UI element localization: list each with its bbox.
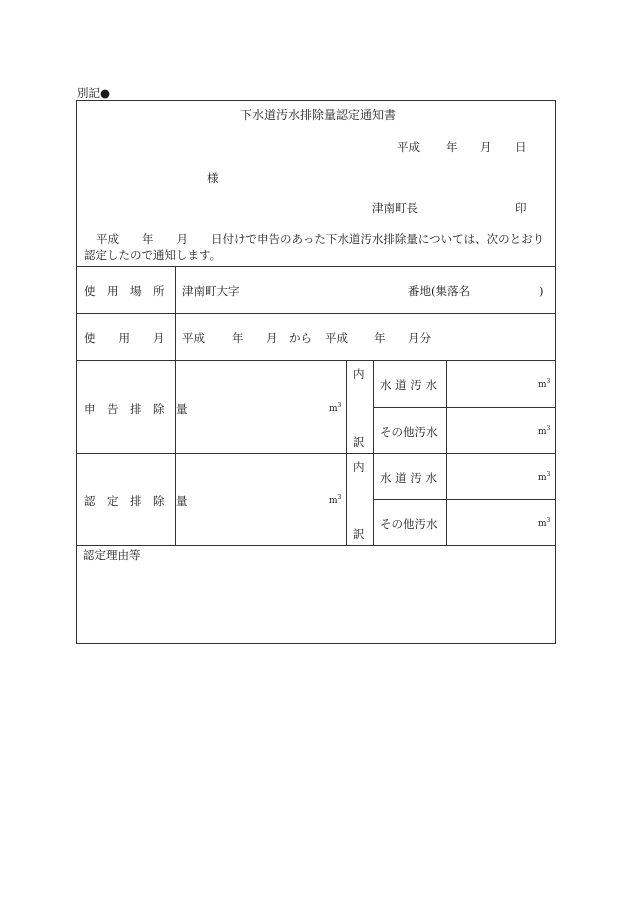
notice-paragraph	[84, 232, 550, 263]
declared-water-sewage-unit: $m^3$	[538, 378, 551, 390]
date-day: 日	[515, 140, 527, 154]
divider	[76, 313, 556, 314]
certified-water-sewage-unit: $m^3$	[538, 471, 551, 483]
period-month-end: 月分	[408, 331, 431, 345]
declared-breakdown-top: 内	[353, 367, 365, 381]
certified-water-sewage-label: 水 道 汚 水	[380, 471, 437, 485]
divider	[446, 360, 447, 545]
period-month-start: 月	[266, 331, 278, 345]
issuer-name: 津南町長	[372, 201, 418, 215]
form-frame	[76, 100, 556, 644]
addressee-suffix: 様	[207, 171, 219, 185]
date-year: 年	[446, 140, 458, 154]
declared-other-sewage-unit: $m^3$	[538, 425, 551, 437]
seal-mark: 印	[515, 201, 527, 215]
reason-label: 認定理由等	[83, 548, 141, 562]
divider	[346, 360, 347, 545]
period-era-end: 平成	[325, 331, 348, 345]
certified-unit: $m^3$	[329, 494, 342, 506]
divider	[76, 545, 556, 546]
period-year-end: 年	[374, 331, 386, 345]
page-label: 別記●	[77, 86, 111, 100]
date-era: 平成	[397, 140, 420, 154]
declared-breakdown-bottom: 訳	[353, 435, 365, 449]
declared-other-sewage-label: その他汚水	[380, 425, 438, 439]
divider	[373, 499, 556, 500]
date-month: 月	[480, 140, 492, 154]
declared-water-sewage-label: 水 道 汚 水	[380, 378, 437, 392]
location-lot: 番地(集落名 )	[408, 284, 544, 298]
certified-label: 認 定 排 除 量	[84, 494, 188, 508]
declared-unit: $m^3$	[329, 402, 342, 414]
certified-other-sewage-unit: $m^3$	[538, 517, 551, 529]
notice-text: 平成 年 月 日付けで申告のあった下水道汚水排除量については、次のとおり認定したので通知します。	[84, 232, 545, 262]
certified-breakdown-top: 内	[353, 460, 365, 474]
location-label: 使 用 場 所	[84, 284, 165, 298]
certified-other-sewage-label: その他汚水	[380, 517, 438, 531]
divider	[373, 407, 556, 408]
divider	[76, 360, 556, 361]
document-title: 下水道汚水排除量認定通知書	[240, 108, 397, 122]
period-from: から	[289, 331, 312, 345]
period-label: 使 用 月	[84, 331, 165, 345]
declared-label: 申 告 排 除 量	[84, 402, 188, 416]
divider	[76, 453, 556, 454]
divider	[373, 360, 374, 545]
divider	[76, 266, 556, 267]
period-year-start: 年	[232, 331, 244, 345]
period-era-start: 平成	[182, 331, 205, 345]
certified-breakdown-bottom: 訳	[353, 527, 365, 541]
location-value: 津南町大字	[182, 284, 240, 298]
